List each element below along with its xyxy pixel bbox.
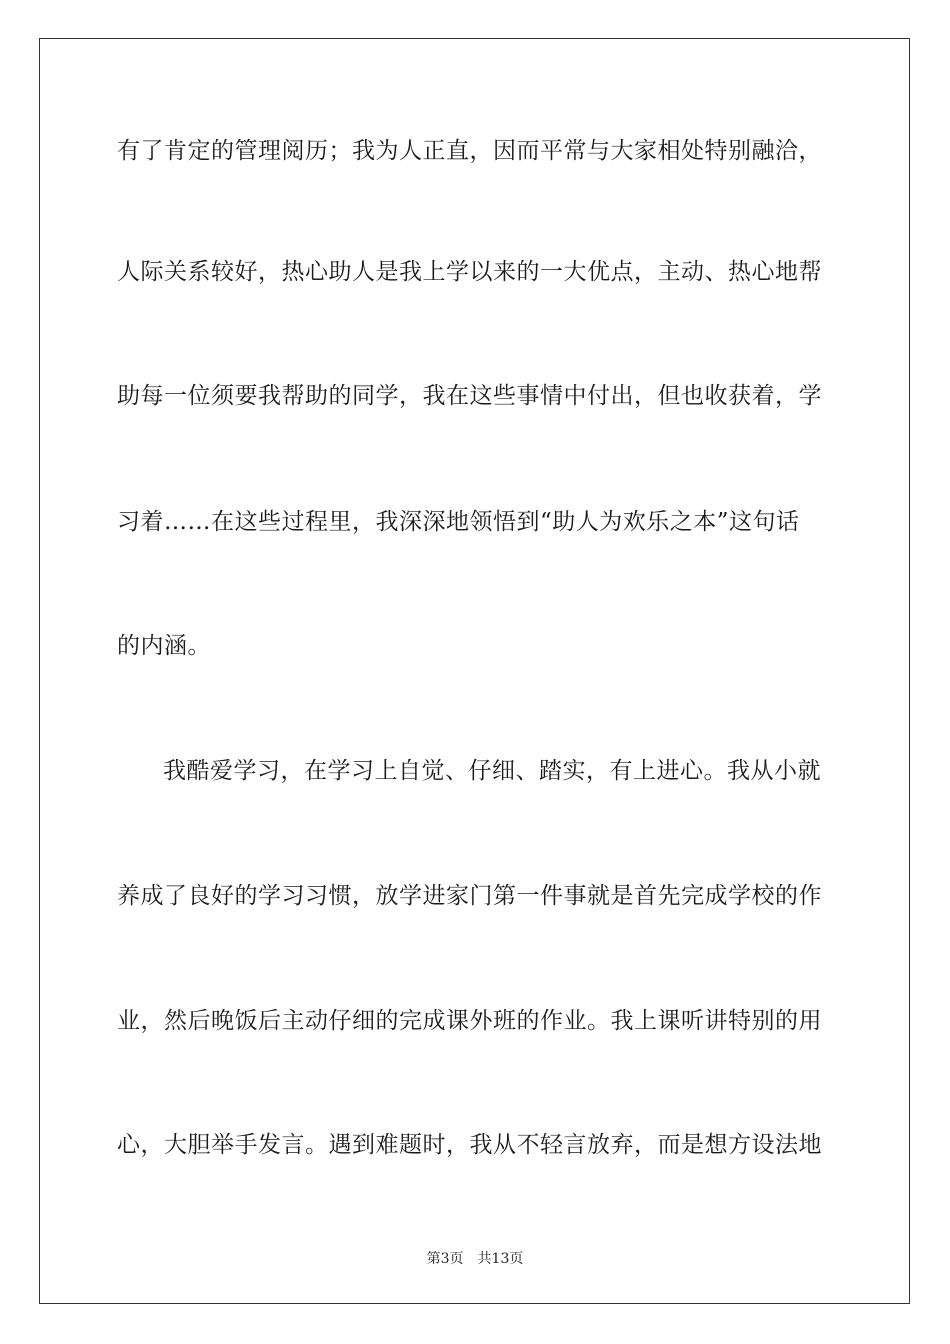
text-line-6-paragraph-start: 我酷爱学习，在学习上自觉、仔细、踏实，有上进心。我从小就 [163, 758, 821, 784]
total-pages: 共13页 [477, 1251, 524, 1267]
page-footer [0, 1250, 950, 1268]
text-line-2: 人际关系较好，热心助人是我上学以来的一大优点，主动、热心地帮 [117, 259, 822, 285]
text-line-9: 心，大胆举手发言。遇到难题时，我从不轻言放弃，而是想方设法地 [117, 1132, 822, 1158]
text-line-1: 有了肯定的管理阅历；我为人正直，因而平常与大家相处特别融洽， [117, 138, 822, 164]
page-frame [39, 38, 910, 1304]
page-number: 第3页 [426, 1251, 464, 1267]
text-line-5: 的内涵。 [117, 633, 211, 659]
text-line-3: 助每一位须要我帮助的同学，我在这些事情中付出，但也收获着，学 [117, 383, 822, 409]
text-line-8: 业，然后晚饭后主动仔细的完成课外班的作业。我上课听讲特别的用 [117, 1008, 822, 1034]
text-line-7: 养成了良好的学习习惯，放学进家门第一件事就是首先完成学校的作 [117, 883, 822, 909]
text-line-4: 习着……在这些过程里，我深深地领悟到“助人为欢乐之本”这句话 [117, 509, 800, 535]
